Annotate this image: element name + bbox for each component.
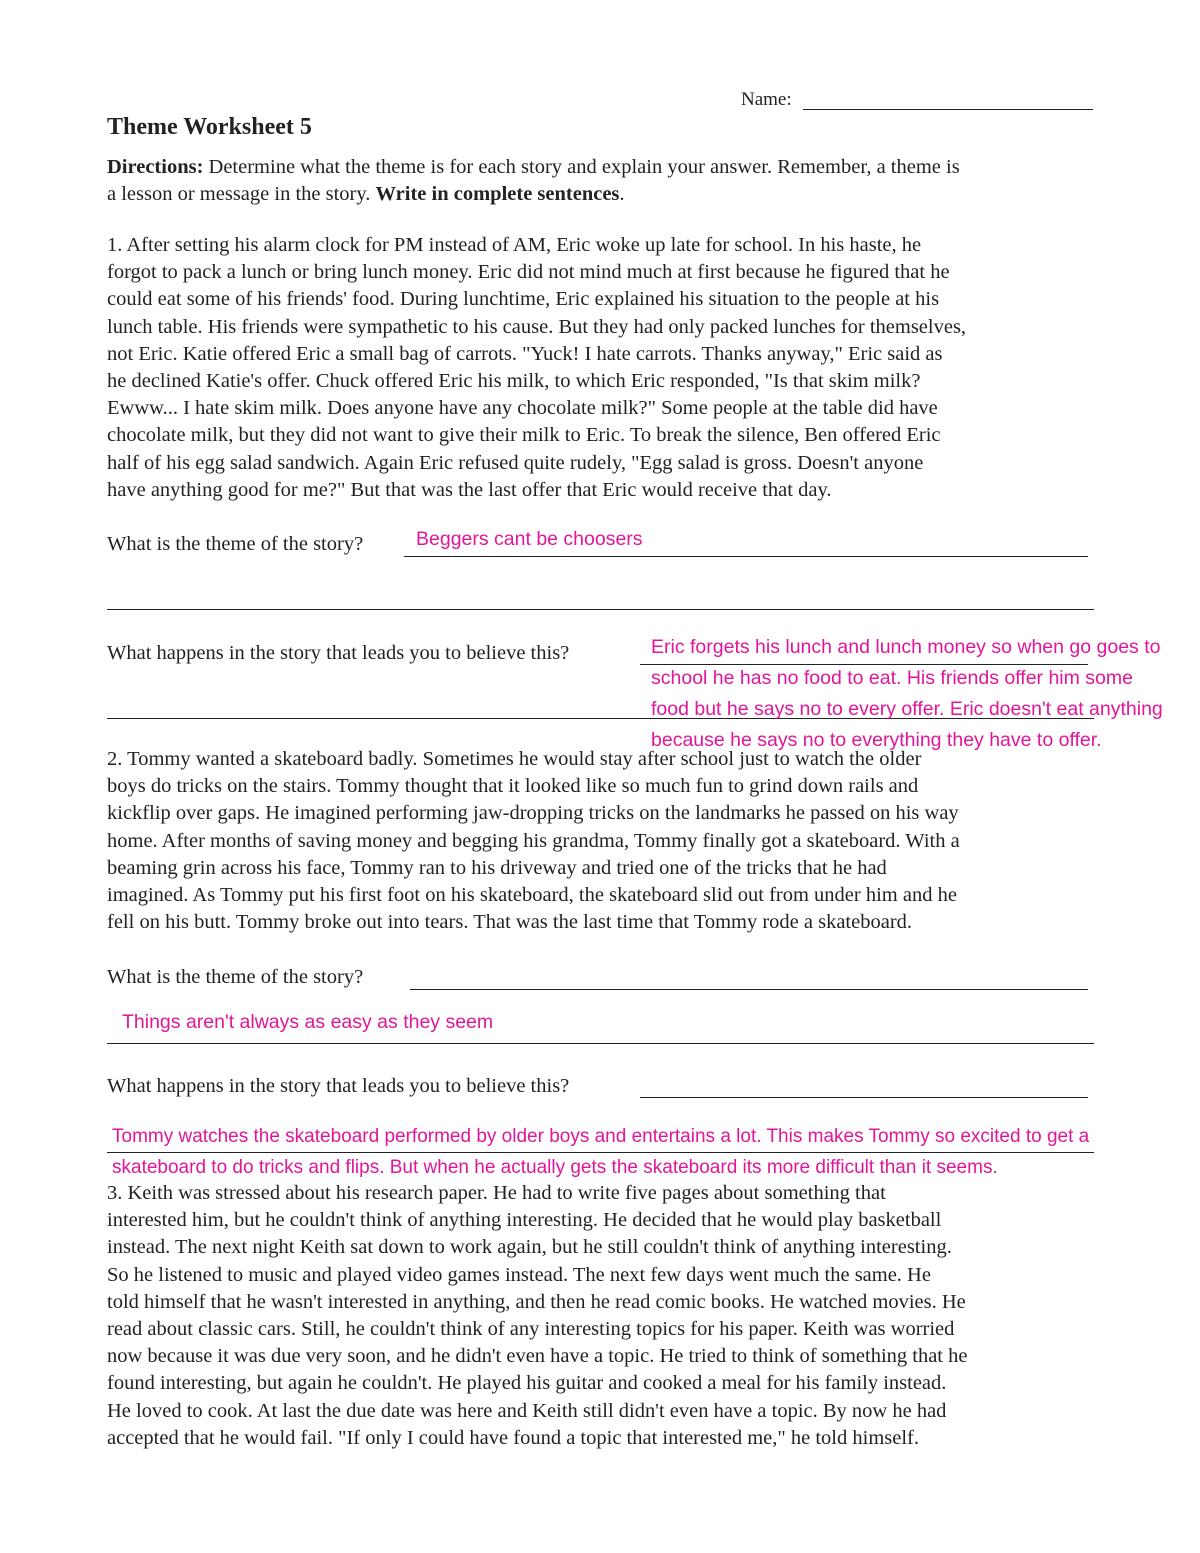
story-line: chocolate milk, but they did not want to give their milk to Eric. To break the silence, Ben offered Eric — [107, 424, 941, 447]
story-1-theme-line-2[interactable] — [107, 609, 1094, 610]
story-2-theme-line-1[interactable] — [410, 989, 1088, 990]
story-line: beaming grin across his face, Tommy ran to his driveway and tried one of the tricks that he had — [107, 856, 887, 879]
story-line: 2. Tommy wanted a skateboard badly. Sometimes he would stay after school just to watch the older — [107, 748, 922, 770]
story-line: interested him, but he couldn't think of anything interesting. He decided that he would play basketball — [107, 1209, 942, 1232]
story-line: So he listened to music and played video games instead. The next few days went much the same. He — [107, 1263, 931, 1286]
directions-line2: a lesson or message in the story. — [107, 183, 376, 206]
story-line: not Eric. Katie offered Eric a small bag of carrots. "Yuck! I hate carrots. Thanks anyway," Eric said as — [107, 342, 943, 365]
story-3-text — [107, 1180, 1107, 1452]
directions-emphasis: Write in complete sentences — [375, 183, 620, 206]
answer-line: food but he says no to every offer. Eric doesn't eat anything — [651, 698, 1163, 720]
story-1-text — [107, 232, 1107, 504]
story-line: forgot to pack a lunch or bring lunch money. Eric did not mind much at first because he figured that he — [107, 261, 950, 284]
story-line: lunch table. His friends were sympathetic to his cause. But they had only packed lunches for themselves, — [107, 315, 967, 338]
story-line: have anything good for me?" But that was the last offer that Eric would receive that day. — [107, 478, 832, 501]
story-line: half of his egg salad sandwich. Again Eric refused quite rudely, "Egg salad is gross. Doesn't anyone — [107, 451, 924, 474]
story-line: accepted that he would fail. "If only I could have found a topic that interested me," he told himself. — [107, 1426, 919, 1449]
story-2-text — [107, 746, 1107, 936]
story-line: boys do tricks on the stairs. Tommy thought that it looked like so much fun to grind down rails and — [107, 775, 919, 798]
story-2-evidence-question: What happens in the story that leads you to believe this? — [107, 1075, 570, 1097]
story-line: 3. Keith was stressed about his research paper. He had to write five pages about something that — [107, 1182, 886, 1204]
story-2-evidence-line-1[interactable] — [640, 1097, 1088, 1098]
story-line: Ewww... I hate skim milk. Does anyone have any chocolate milk?" Some people at the table did have — [107, 397, 938, 420]
story-1-theme-line-1[interactable] — [404, 556, 1088, 557]
name-field-line[interactable] — [803, 109, 1093, 110]
story-2-theme-question: What is the theme of the story? — [107, 966, 364, 988]
story-line: read about classic cars. Still, he couldn't think of any interesting topics for his paper. Keith was worried — [107, 1318, 955, 1341]
story-line: kickflip over gaps. He imagined performing jaw-dropping tricks on the landmarks he passed on his way — [107, 802, 959, 825]
story-line: home. After months of saving money and begging his grandma, Tommy finally got a skateboard. With a — [107, 829, 960, 852]
story-line: he declined Katie's offer. Chuck offered Eric his milk, to which Eric responded, "Is that skim milk? — [107, 370, 921, 393]
story-2-evidence-answer — [112, 1121, 1089, 1183]
story-line: found interesting, but again he couldn't. He played his guitar and cooked a meal for his family instead. — [107, 1372, 947, 1395]
name-label: Name: — [741, 89, 792, 110]
story-line: He loved to cook. At last the due date was here and Keith still didn't even have a topic. By now he had — [107, 1399, 947, 1422]
story-line: told himself that he wasn't interested in anything, and then he read comic books. He watched movies. He — [107, 1290, 966, 1313]
directions-label: Directions: — [107, 156, 204, 178]
story-line: 1. After setting his alarm clock for PM instead of AM, Eric woke up late for school. In his haste, he — [107, 234, 922, 256]
story-line: could eat some of his friends' food. During lunchtime, Eric explained his situation to the people at his — [107, 288, 940, 311]
story-2-theme-answer: Things aren't always as easy as they seem — [122, 1011, 494, 1033]
story-1-theme-answer: Beggers cant be choosers — [416, 528, 643, 550]
directions-line1: Determine what the theme is for each story and explain your answer. Remember, a theme is — [203, 156, 960, 178]
answer-line: because he says no to everything they have to offer. — [651, 729, 1102, 751]
answer-line: Eric forgets his lunch and lunch money so when go goes to — [651, 636, 1161, 658]
directions — [107, 154, 1107, 208]
story-line: imagined. As Tommy put his first foot on his skateboard, the skateboard slid out from under him and he — [107, 884, 957, 907]
story-1-evidence-answer — [651, 632, 1163, 756]
answer-line: school he has no food to eat. His friends offer him some — [651, 667, 1133, 689]
story-line: fell on his butt. Tommy broke out into tears. That was the last time that Tommy rode a skateboard. — [107, 911, 913, 934]
answer-line: skateboard to do tricks and flips. But when he actually gets the skateboard its more difficult than it seems. — [112, 1157, 998, 1178]
story-1-evidence-question: What happens in the story that leads you to believe this? — [107, 642, 570, 664]
story-line: instead. The next night Keith sat down to work again, but he still couldn't think of anything interesting. — [107, 1236, 952, 1259]
page-title: Theme Worksheet 5 — [107, 114, 312, 140]
story-2-theme-line-2[interactable] — [107, 1043, 1094, 1044]
story-1-theme-question: What is the theme of the story? — [107, 533, 364, 555]
story-line: now because it was due very soon, and he didn't even have a topic. He tried to think of something that he — [107, 1345, 968, 1368]
directions-end: . — [619, 183, 625, 206]
answer-line: Tommy watches the skateboard performed by older boys and entertains a lot. This makes Tommy so excited to get a — [112, 1126, 1090, 1147]
